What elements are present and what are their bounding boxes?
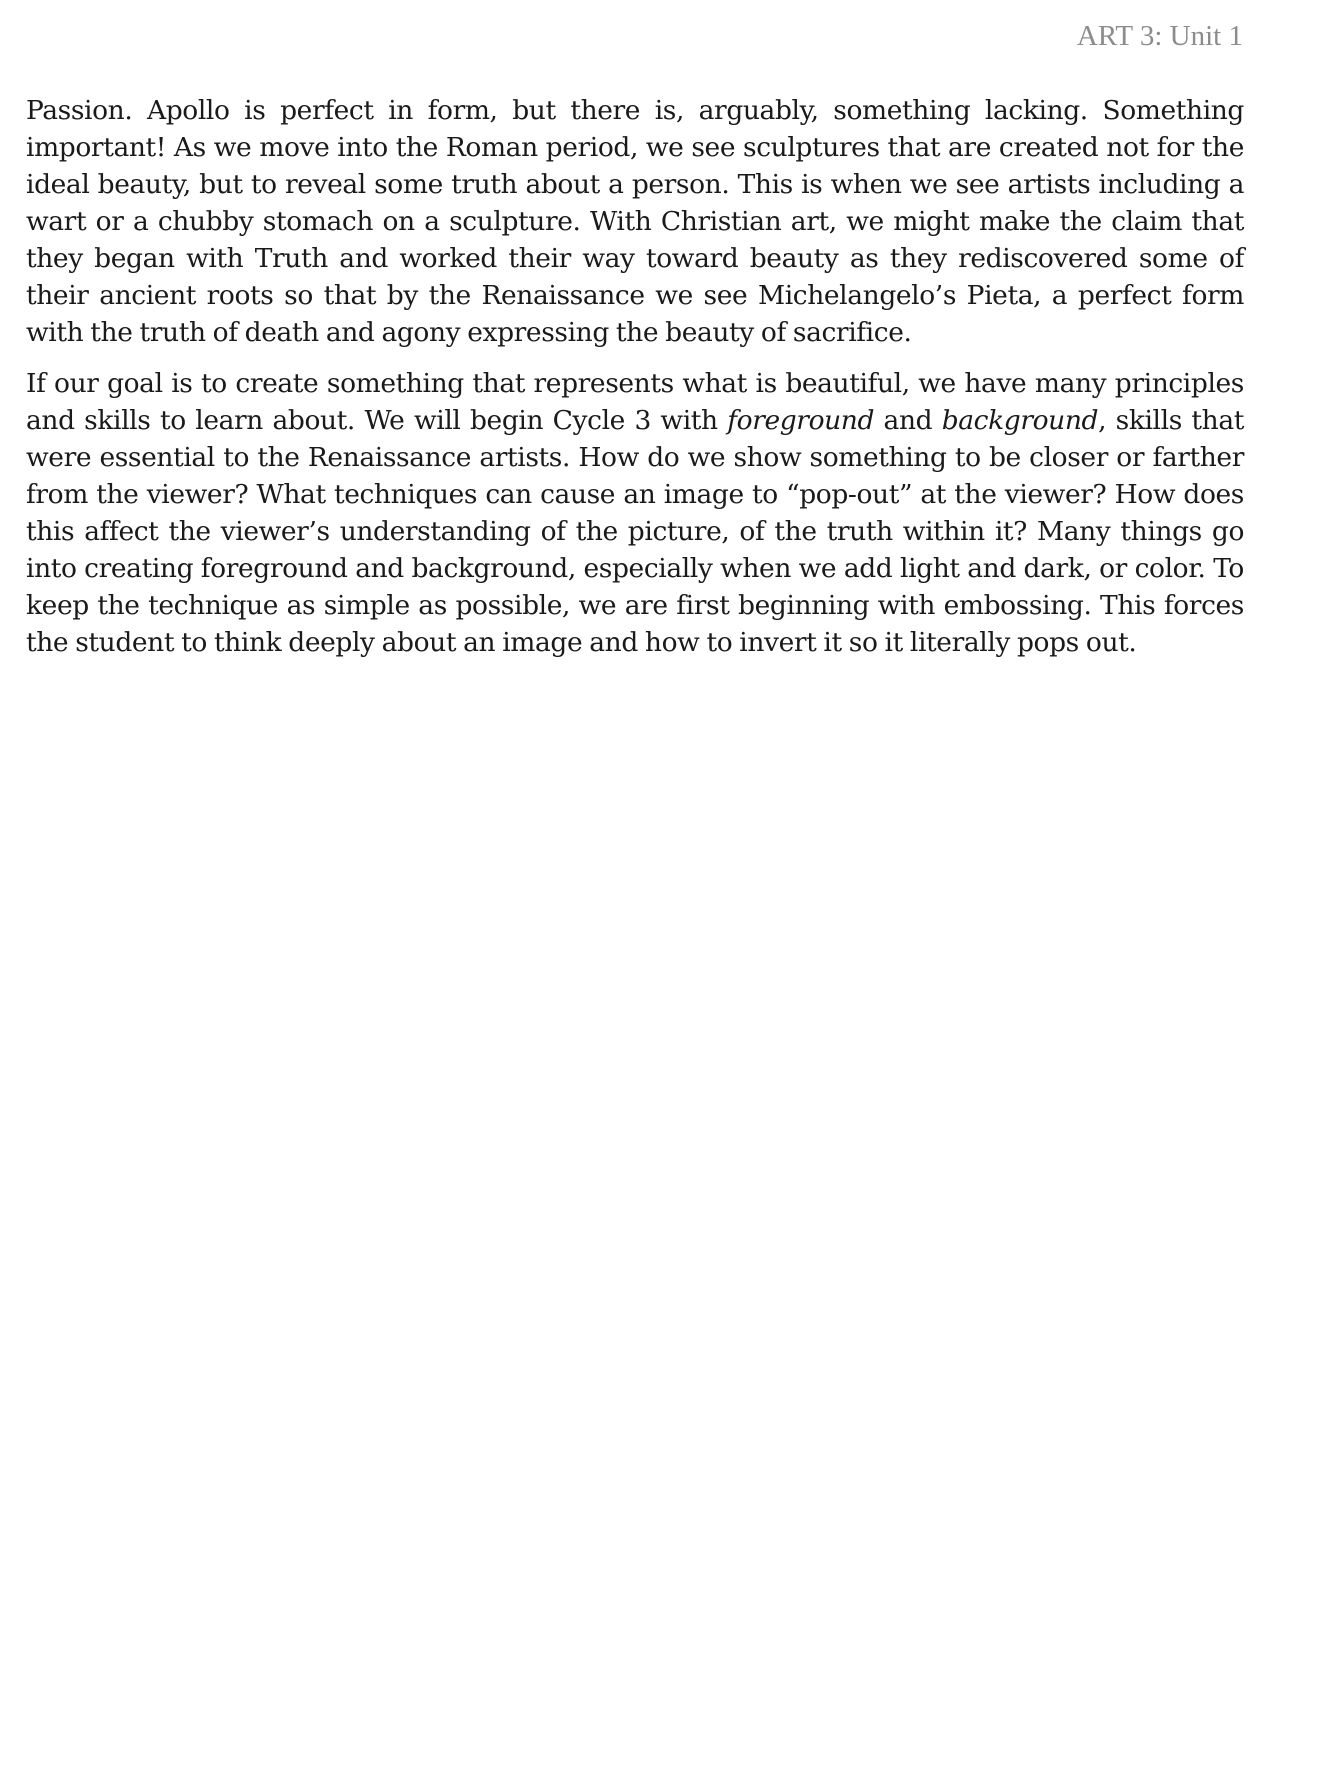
running-header: ART 3: Unit 1	[1076, 20, 1243, 52]
body-text	[26, 92, 1244, 675]
paragraph-foreground-background	[26, 365, 1244, 661]
paragraph-text: If our goal is to create something that represents what is beautiful, we have many principles and skills to learn about. We will begin Cycle 3 with	[26, 368, 1244, 436]
term-foreground: foreground	[727, 405, 875, 436]
term-background: background	[941, 405, 1099, 436]
paragraph-passion: Passion. Apollo is perfect in form, but there is, arguably, something lacking. Something important! As we move into the Roman period, we see sculptures that are created not for the ideal beauty, but to reveal some truth about a person. This is when we see artists including a wart or a chubby stomach on a sculpture. With Christian art, we might make the claim that they began with Truth and worked their way toward beauty as they rediscovered some of their ancient roots so that by the Renaissance we see Michelangelo’s Pieta, a perfect form with the truth of death and agony expressing the beauty of sacrifice.	[26, 95, 1244, 348]
paragraph-text: and	[874, 405, 942, 436]
paragraph-text: , skills that were essential to the Renaissance artists. How do we show something to be closer or farther from the viewer? What techniques can cause an image to “pop-out” at the viewer? How does this affect the viewer’s understanding of the picture, of the truth within it? Many things go into creating foreground and background, especially when we add light and dark, or color. To keep the technique as simple as possible, we are first beginning with embossing. This forces the student to think deeply about an image and how to invert it so it literally pops out.	[26, 405, 1244, 658]
